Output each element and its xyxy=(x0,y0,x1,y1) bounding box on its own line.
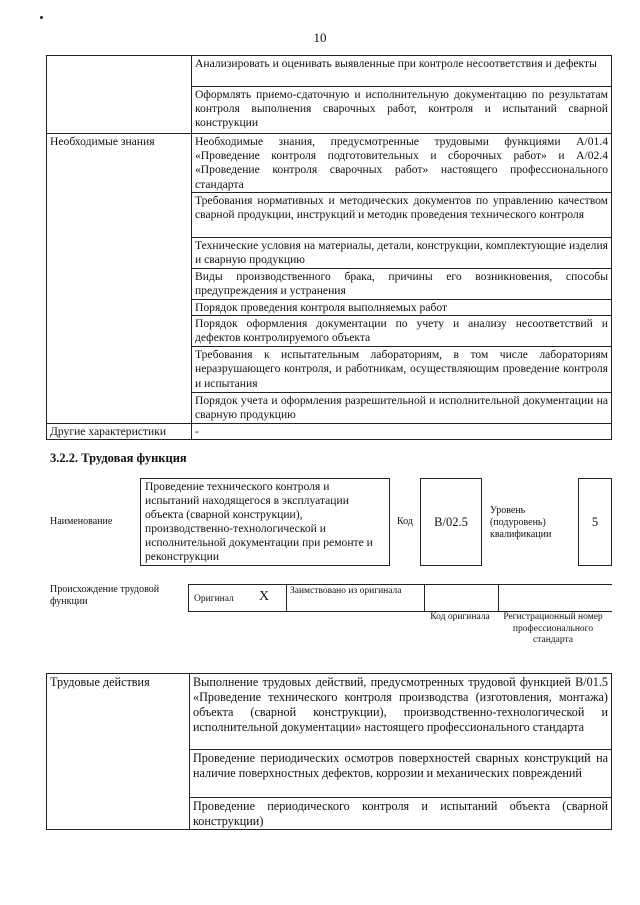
table-cell: Технические условия на материалы, детали, конструкции, комплектующие изделия и сварную продукцию xyxy=(192,238,612,269)
knowledge-table xyxy=(46,55,612,440)
table-cell: - xyxy=(192,424,612,440)
table-cell: Оформлять приемо-сдаточную и исполнительную документацию по результатам контроля выполнения сварочных работ, контроля и испытаний сварной конструкции xyxy=(192,87,612,134)
function-name: Проведение технического контроля и испытаний находящегося в эксплуатации объекта (сварной конструкции), производственно-технологической и исполнительной документации при ремонте и реконструкции xyxy=(140,478,390,566)
table-cell: Выполнение трудовых действий, предусмотренных трудовой функцией В/01.5 «Проведение технического контроля производства (изготовления, монтажа) объекта (сварной конструкции), производственно-технологической и исполнительной документации» настоящего профессионального стандарта xyxy=(190,674,612,750)
code-caption: Код оригинала xyxy=(430,612,490,622)
borrowed-label: Заимствовано из оригинала xyxy=(290,586,402,596)
table-cell: Порядок проведения контроля выполняемых работ xyxy=(192,300,612,316)
reg-caption: Регистрационный номер профессионального стандарта xyxy=(503,612,603,645)
origin-row xyxy=(188,584,612,612)
table-cell: Необходимые знания, предусмотренные трудовыми функциями А/01.4 «Проведение контроля подготовительных и сборочных работ» и А/02.4 «Проведение контроля сварочных работ» настоящего профессионального стандарта xyxy=(192,134,612,193)
section-title: 3.2.2. Трудовая функция xyxy=(50,451,187,465)
level-value: 5 xyxy=(578,478,612,566)
labor-actions-label: Трудовые действия xyxy=(47,674,190,830)
origin-label: Происхождение трудовой функции xyxy=(50,584,160,607)
table-cell: Требования к испытательным лабораториям, в том числе лабораториям неразрушающего контроля, и работникам, осуществляющим проведение контроля и испытания xyxy=(192,347,612,393)
origin-original-cell xyxy=(188,585,287,611)
original-mark: X xyxy=(259,589,270,604)
table-cell: Виды производственного брака, причины его возникновения, способы предупреждения и устранения xyxy=(192,269,612,300)
scan-dot xyxy=(40,16,43,19)
table-cell: Проведение периодического контроля и испытаний объекта (сварной конструкции) xyxy=(190,798,612,830)
function-code: B/02.5 xyxy=(420,478,482,566)
table-row-label xyxy=(47,56,192,134)
other-characteristics-label: Другие характеристики xyxy=(47,424,192,440)
knowledge-label: Необходимые знания xyxy=(47,134,192,424)
table-cell: Требования нормативных и методических документов по управлению качеством сварной продукции, инструкций и методик проведения технического контроля xyxy=(192,193,612,238)
page-number: 10 xyxy=(313,30,327,45)
table-cell: Порядок учета и оформления разрешительной и исполнительной документации на сварную продукцию xyxy=(192,393,612,424)
table-cell: Порядок оформления документации по учету и анализу несоответствий и дефектов контролируемого объекта xyxy=(192,316,612,347)
name-label: Наименование xyxy=(50,516,113,527)
code-label: Код xyxy=(397,516,413,527)
labor-actions-table xyxy=(46,673,612,830)
table-cell: Анализировать и оценивать выявленные при контроле несоответствия и дефекты xyxy=(192,56,612,87)
origin-divider xyxy=(424,585,425,611)
origin-divider xyxy=(498,585,499,611)
table-cell: Проведение периодических осмотров поверхностей сварных конструкций на наличие поверхностных дефектов, коррозии и механических повреждений xyxy=(190,750,612,798)
level-label: Уровень (подуровень) квалификации xyxy=(490,505,552,540)
original-label: Оригинал xyxy=(194,594,234,604)
